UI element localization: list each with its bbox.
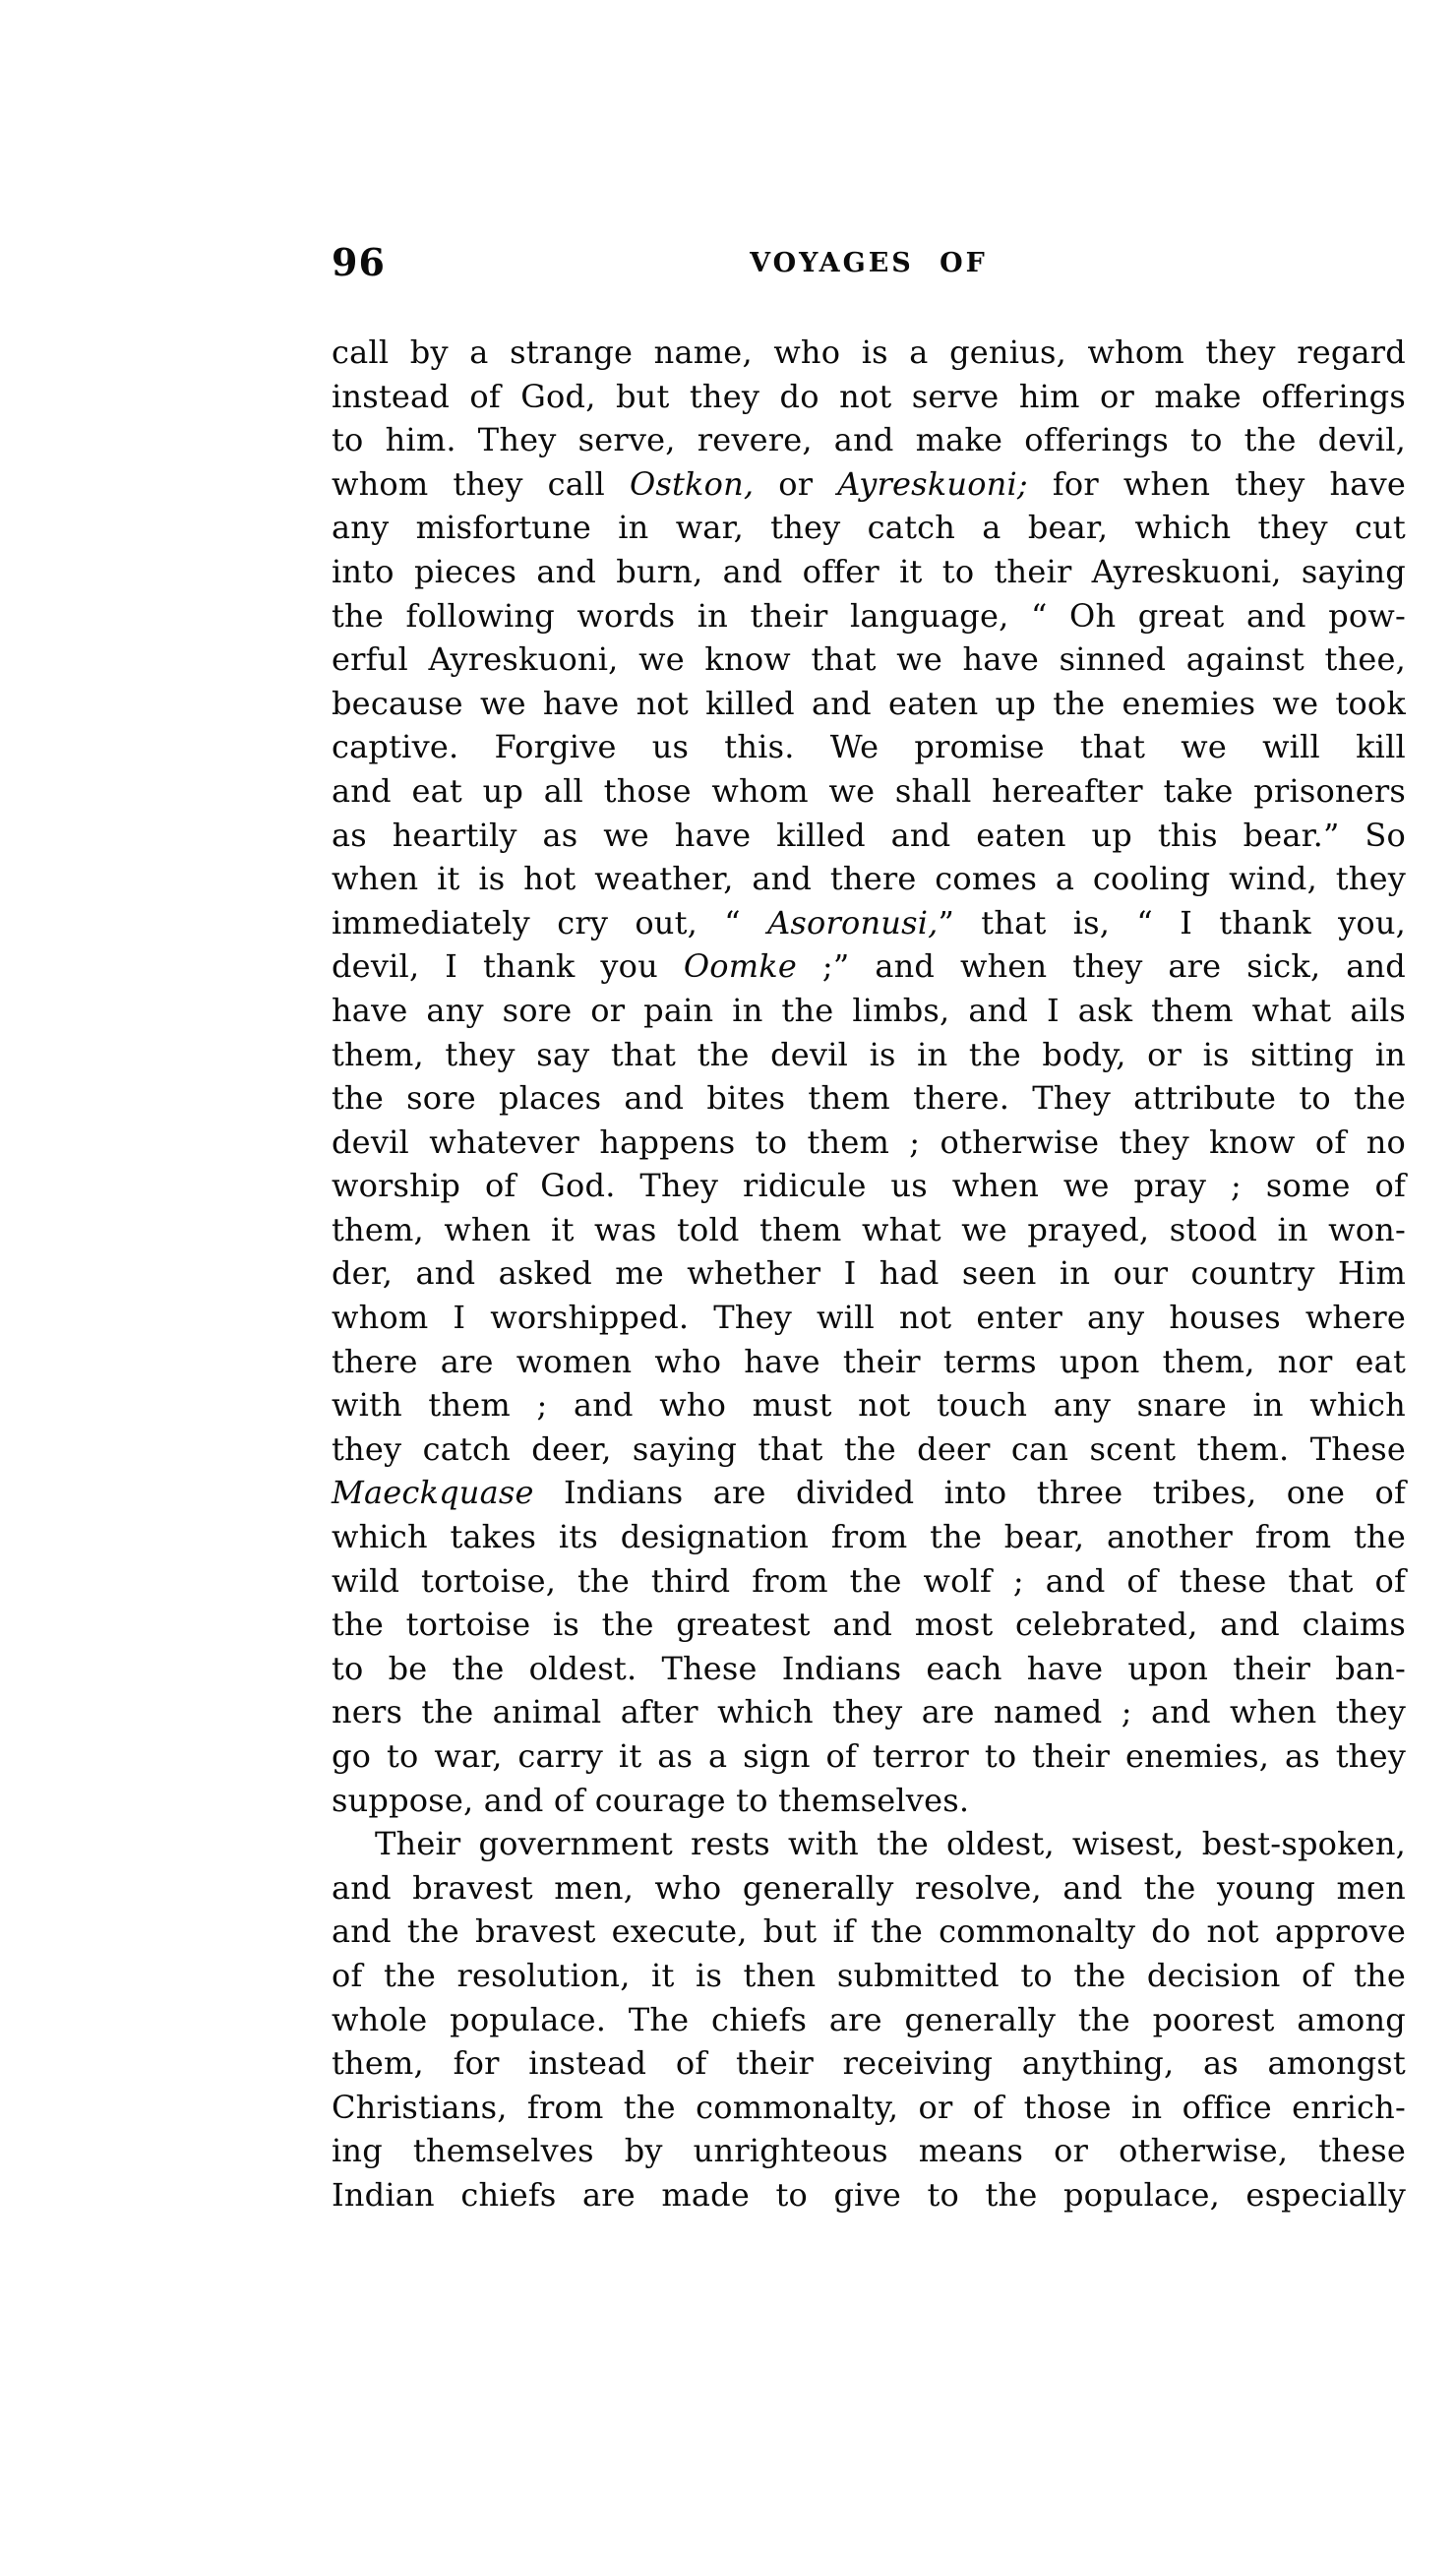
body-text: they catch deer, saying that the deer can scent them. These <box>332 1429 1406 1468</box>
page-number: 96 <box>332 240 386 284</box>
body-text: and the bravest execute, but if the commonalty do not approve <box>332 1912 1406 1951</box>
text-line <box>332 1427 1406 1472</box>
body-text: because we have not killed and eaten up the enemies we took <box>332 684 1406 722</box>
paragraph <box>332 331 1406 1822</box>
italic-text: Maeckquase <box>332 1474 534 1512</box>
text-line <box>332 1033 1406 1077</box>
body-text: when it is hot weather, and there comes a cooling wind, they <box>332 860 1406 898</box>
body-text: devil, I thank you <box>332 947 684 986</box>
body-text: Christians, from the commonalty, or of those in office enrich- <box>332 2088 1406 2126</box>
text-line <box>332 901 1406 945</box>
body-text: which takes its designation from the bear, another from the <box>332 1518 1406 1556</box>
text-line <box>332 1690 1406 1734</box>
page-text <box>332 331 1406 2217</box>
body-text: devil whatever happens to them ; otherwise they know of no <box>332 1123 1406 1161</box>
text-line <box>332 725 1406 769</box>
text-line <box>332 1251 1406 1296</box>
text-line <box>332 1121 1406 1165</box>
body-text: whom they call <box>332 464 630 503</box>
body-text: to be the oldest. These Indians each have upon their ban- <box>332 1649 1406 1687</box>
body-text: instead of God, but they do not serve him or make offerings <box>332 377 1406 415</box>
text-line <box>332 1383 1406 1427</box>
italic-text: Ostkon, <box>629 464 755 503</box>
body-text: Their government rests with the oldest, wisest, best-spoken, <box>375 1825 1406 1863</box>
body-text: into pieces and burn, and offer it to their Ayreskuoni, saying <box>332 552 1406 590</box>
text-line <box>332 1164 1406 1208</box>
body-text: and bravest men, who generally resolve, and the young men <box>332 1868 1406 1907</box>
text-line <box>332 638 1406 682</box>
body-text: them, for instead of their receiving anything, as amongst <box>332 2044 1406 2083</box>
text-line <box>332 1208 1406 1252</box>
body-text: wild tortoise, the third from the wolf ; and of these that of <box>332 1561 1406 1600</box>
text-line <box>332 375 1406 419</box>
body-text: whole populace. The chiefs are generally the poorest among <box>332 2000 1406 2038</box>
body-text: and eat up all those whom we shall hereafter take prisoners <box>332 771 1406 810</box>
italic-text: Ayreskuoni; <box>837 464 1028 503</box>
body-text: there are women who have their terms upon them, nor eat <box>332 1342 1406 1380</box>
text-line <box>332 1340 1406 1384</box>
text-line <box>332 1910 1406 1954</box>
italic-text: Oomke <box>683 947 798 986</box>
text-line <box>332 1296 1406 1340</box>
body-text: the following words in their language, “ Oh great and pow- <box>332 596 1406 635</box>
body-text: worship of God. They ridicule us when we pray ; some of <box>332 1167 1406 1205</box>
body-text: suppose, and of courage to themselves. <box>332 1781 970 1819</box>
text-line <box>332 594 1406 638</box>
text-line <box>332 1998 1406 2042</box>
text-line <box>332 944 1406 989</box>
text-line <box>332 1866 1406 1911</box>
text-line <box>332 1515 1406 1559</box>
text-line <box>332 550 1406 594</box>
body-text: ners the animal after which they are named ; and when they <box>332 1693 1406 1731</box>
body-text: erful Ayreskuoni, we know that we have sinned against thee, <box>332 640 1406 679</box>
text-line <box>332 989 1406 1033</box>
text-line <box>332 2129 1406 2173</box>
text-line <box>332 1076 1406 1121</box>
body-text: go to war, carry it as a sign of terror to their enemies, as they <box>332 1737 1406 1775</box>
body-text: them, when it was told them what we prayed, stood in won- <box>332 1210 1406 1248</box>
text-line <box>332 331 1406 375</box>
body-text: of the resolution, it is then submitted to the decision of the <box>332 1956 1406 1994</box>
body-text: ” that is, “ I thank you, <box>938 903 1406 941</box>
text-line <box>332 1603 1406 1647</box>
text-line <box>332 1471 1406 1515</box>
text-line <box>332 2173 1406 2217</box>
text-line <box>332 2086 1406 2130</box>
text-line <box>332 1734 1406 1779</box>
body-text: to him. They serve, revere, and make offerings to the devil, <box>332 421 1406 459</box>
body-text: or <box>754 464 838 503</box>
text-line <box>332 2041 1406 2086</box>
body-text: der, and asked me whether I had seen in our country Him <box>332 1254 1406 1293</box>
text-line <box>332 1822 1406 1866</box>
body-text: the sore places and bites them there. They attribute to the <box>332 1079 1406 1118</box>
text-line <box>332 1559 1406 1604</box>
body-text: whom I worshipped. They will not enter any houses where <box>332 1299 1406 1337</box>
text-line <box>332 418 1406 462</box>
text-line <box>332 682 1406 726</box>
italic-text: Asoronusi, <box>767 903 939 941</box>
body-text: them, they say that the devil is in the body, or is sitting in <box>332 1035 1406 1073</box>
text-line <box>332 1779 1406 1823</box>
body-text: ;” and when they are sick, and <box>797 947 1406 986</box>
running-header-title: VOYAGES OF <box>750 248 988 278</box>
text-line <box>332 1647 1406 1691</box>
paragraph <box>332 1822 1406 2216</box>
body-text: have any sore or pain in the limbs, and I ask them what ails <box>332 991 1406 1029</box>
running-head <box>332 240 1406 289</box>
text-line <box>332 769 1406 814</box>
text-line <box>332 506 1406 550</box>
body-text: any misfortune in war, they catch a bear, which they cut <box>332 509 1406 547</box>
body-text: the tortoise is the greatest and most celebrated, and claims <box>332 1606 1406 1644</box>
body-text: immediately cry out, “ <box>332 903 768 941</box>
body-text: for when they have <box>1027 464 1406 503</box>
body-text: ing themselves by unrighteous means or otherwise, these <box>332 2132 1406 2170</box>
text-line <box>332 1954 1406 1998</box>
text-line <box>332 462 1406 507</box>
body-text: Indians are divided into three tribes, one of <box>533 1474 1406 1512</box>
body-text: captive. Forgive us this. We promise that we will kill <box>332 728 1406 766</box>
text-line <box>332 814 1406 858</box>
body-text: as heartily as we have killed and eaten up this bear.” So <box>332 816 1406 854</box>
text-line <box>332 857 1406 901</box>
body-text: Indian chiefs are made to give to the populace, especially <box>332 2175 1406 2214</box>
body-text: with them ; and who must not touch any snare in which <box>332 1386 1406 1425</box>
body-text: call by a strange name, who is a genius, whom they regard <box>332 334 1406 371</box>
